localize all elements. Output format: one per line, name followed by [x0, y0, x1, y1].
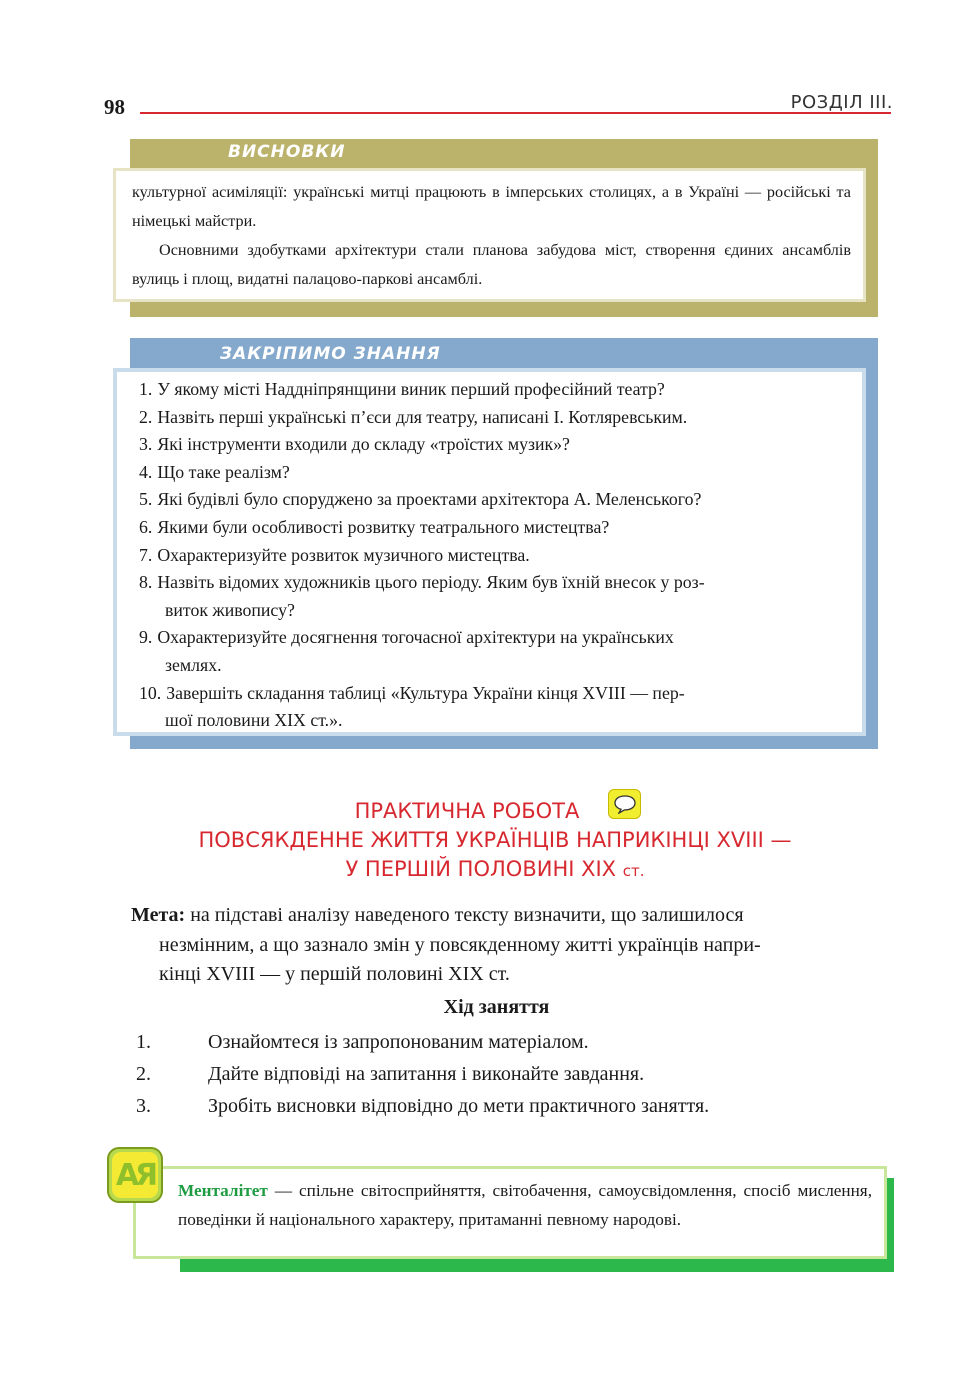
- step-text: Зробіть висновки відповідно до мети практичного заняття.: [208, 1095, 710, 1117]
- question-text: Завершіть складання таблиці «Культура України кінця XVIII — пер-: [166, 682, 685, 703]
- question-text: У якому місті Наддніпрянщини виник перший професійний театр?: [157, 379, 665, 399]
- step-item: [136, 1027, 709, 1059]
- conclusions-heading: ВИСНОВКИ: [228, 142, 346, 162]
- question-item: [139, 376, 852, 404]
- question-number: 9.: [139, 627, 153, 648]
- goal-text: незмінним, а що зазнало змін у повсякденному житті українців напри-: [159, 933, 761, 956]
- question-item: [139, 624, 852, 652]
- speech-bubble-icon: [608, 789, 641, 819]
- step-number: 2.: [136, 1063, 151, 1085]
- question-number: 5.: [139, 489, 153, 510]
- question-text: Які інструменти входили до складу «троїстих музик»?: [157, 434, 570, 455]
- question-number: 8.: [139, 572, 153, 593]
- goal-text: на підставі аналізу наведеного тексту визначити, що залишилося: [190, 904, 744, 926]
- question-number: 2.: [139, 406, 153, 427]
- steps-list: [136, 1027, 709, 1123]
- conclusions-paragraph: Основними здобутками архітектури стали планова забудова міст, створення єдиних ансамблів вулиць і площ, видатні палацово-паркові ансамблі.: [132, 241, 851, 288]
- question-continuation: шої половини XIX ст.».: [165, 710, 343, 731]
- goal-paragraph: [131, 901, 891, 990]
- practical-title-text: У ПЕРШІЙ ПОЛОВИНІ XIX: [345, 857, 617, 881]
- definition-term: Менталітет: [178, 1181, 268, 1200]
- question-text: Назвіть перші українські п’єси для театру, написані І. Котляревським.: [157, 406, 688, 427]
- conclusions-box: [113, 168, 866, 302]
- question-text: Якими були особливості розвитку театрального мистецтва?: [157, 516, 610, 537]
- questions-list: [113, 368, 866, 736]
- conclusions-paragraph: культурної асиміляції: українські митці працюють в імперських столицях, а в Україні — російські та німецькі майстри.: [132, 183, 851, 230]
- question-item: [139, 680, 852, 708]
- question-number: 3.: [139, 434, 153, 455]
- step-text: Дайте відповіді на запитання і виконайте завдання.: [208, 1063, 645, 1085]
- question-item: [139, 404, 852, 432]
- practical-title-line2: ПОВСЯКДЕННЕ ЖИТТЯ УКРАЇНЦІВ НАПРИКІНЦІ XVIII —: [198, 828, 792, 852]
- question-number: 7.: [139, 544, 153, 565]
- question-item: [139, 569, 852, 597]
- question-continuation: виток живопису?: [165, 599, 295, 620]
- course-heading: Хід заняття: [443, 996, 550, 1018]
- question-number: 4.: [139, 461, 153, 482]
- question-continuation: землях.: [165, 654, 222, 675]
- question-text: Що таке реалізм?: [157, 461, 290, 482]
- goal-text: кінці XVIII — у першій половині XIX ст.: [159, 963, 510, 985]
- step-number: 1.: [136, 1031, 151, 1053]
- practical-title-line1: [100, 797, 890, 825]
- section-title: РОЗДІЛ ІІІ.: [790, 92, 893, 113]
- question-item: [139, 486, 852, 514]
- dictionary-icon-label: АЯ: [112, 1152, 158, 1198]
- question-number: 1.: [139, 379, 153, 399]
- knowledge-heading: ЗАКРІПИМО ЗНАННЯ: [220, 344, 441, 364]
- question-text: Охарактеризуйте розвиток музичного мистецтва.: [157, 544, 530, 565]
- step-text: Ознайомтеся із запропонованим матеріалом.: [208, 1031, 589, 1053]
- dictionary-icon: [107, 1147, 163, 1203]
- question-item: [139, 542, 852, 570]
- question-number: 10.: [139, 682, 162, 703]
- header-divider: [140, 112, 891, 114]
- question-item: [139, 514, 852, 542]
- goal-label: Мета:: [131, 904, 186, 926]
- question-text: Які будівлі було споруджено за проектами архітектора А. Меленського?: [157, 489, 702, 510]
- question-text: Охарактеризуйте досягнення тогочасної архітектури на українських: [157, 627, 674, 648]
- question-item: [139, 431, 852, 459]
- step-item: [136, 1091, 709, 1123]
- practical-title-text: ПРАКТИЧНА РОБОТА: [354, 799, 580, 823]
- step-number: 3.: [136, 1095, 151, 1117]
- page-number: 98: [104, 95, 125, 119]
- question-item: [139, 459, 852, 487]
- question-text: Назвіть відомих художників цього періоду. Яким був їхній внесок у роз-: [157, 572, 705, 593]
- definition-box: [133, 1166, 887, 1259]
- step-item: [136, 1059, 709, 1091]
- practical-title-line3: [100, 855, 890, 885]
- question-number: 6.: [139, 516, 153, 537]
- practical-title-abbrev: ст.: [622, 862, 645, 880]
- definition-text: — спільне світосприйняття, світобачення, самоусвідомлення, спосіб мислення, поведінки й національного характеру, притаманні певному народові.: [178, 1181, 873, 1229]
